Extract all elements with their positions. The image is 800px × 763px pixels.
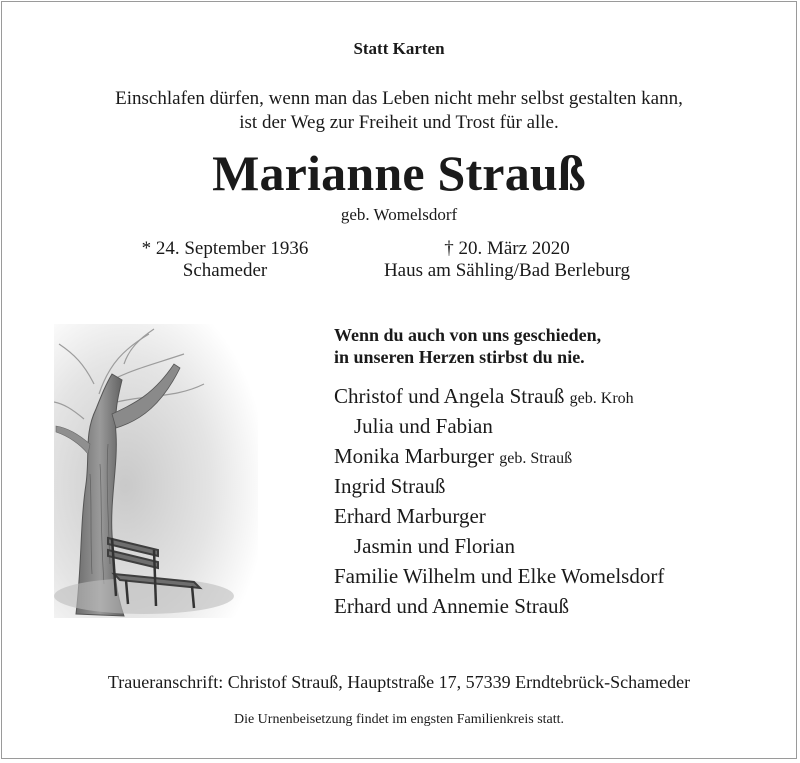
mourner-entry — [334, 411, 774, 441]
mourner-note: geb. Kroh — [569, 390, 634, 407]
obituary-notice — [1, 1, 797, 759]
tree-and-bench-illustration — [54, 324, 258, 618]
mourner-name: Jasmin und Florian — [354, 534, 515, 558]
mourning-address: Traueranschrift: Christof Strauß, Hauptstraße 17, 57339 Erndtebrück-Schameder — [107, 672, 691, 692]
mourner-entry — [334, 471, 774, 501]
mourner-name: Christof und Angela Strauß — [334, 384, 565, 408]
mourner-entry — [334, 501, 774, 531]
mourner-name: Monika Marburger — [334, 444, 494, 468]
death-info — [362, 238, 652, 282]
mourner-entry — [334, 531, 774, 561]
mourner-name: Erhard und Annemie Strauß — [334, 594, 570, 618]
mourner-entry — [334, 561, 774, 591]
mourner-name: Erhard Marburger — [334, 504, 486, 528]
verse-line-2: in unseren Herzen stirbst du nie. — [334, 347, 585, 367]
mourner-name: Familie Wilhelm und Elke Womelsdorf — [334, 564, 665, 588]
mourner-entry — [334, 591, 774, 621]
verse — [334, 324, 774, 368]
motto-line-1: Einschlafen dürfen, wenn man das Leben nicht mehr selbst gestalten kann, — [115, 88, 683, 109]
mourner-note: geb. Strauß — [499, 450, 573, 467]
birth-date: * 24. September 1936 — [141, 238, 309, 259]
burial-note: Die Urnenbeisetzung findet im engsten Familienkreis statt. — [233, 712, 565, 727]
birth-place: Schameder — [182, 260, 268, 281]
mourners-section — [334, 324, 774, 621]
statt-karten-heading: Statt Karten — [353, 39, 445, 58]
mourners-list — [334, 381, 774, 621]
mourner-entry — [334, 441, 774, 471]
motto-text — [2, 87, 796, 135]
birth-info — [120, 238, 330, 282]
death-place: Haus am Sähling/Bad Berleburg — [383, 260, 631, 281]
mourner-entry — [334, 381, 774, 411]
mourner-name: Julia und Fabian — [354, 414, 493, 438]
maiden-name: geb. Womelsdorf — [340, 205, 458, 224]
verse-line-1: Wenn du auch von uns geschieden, — [334, 325, 602, 345]
mourner-name: Ingrid Strauß — [334, 474, 446, 498]
motto-line-2: ist der Weg zur Freiheit und Trost für alle. — [239, 112, 559, 133]
deceased-name: Marianne Strauß — [212, 145, 586, 201]
death-date: † 20. März 2020 — [444, 238, 570, 259]
